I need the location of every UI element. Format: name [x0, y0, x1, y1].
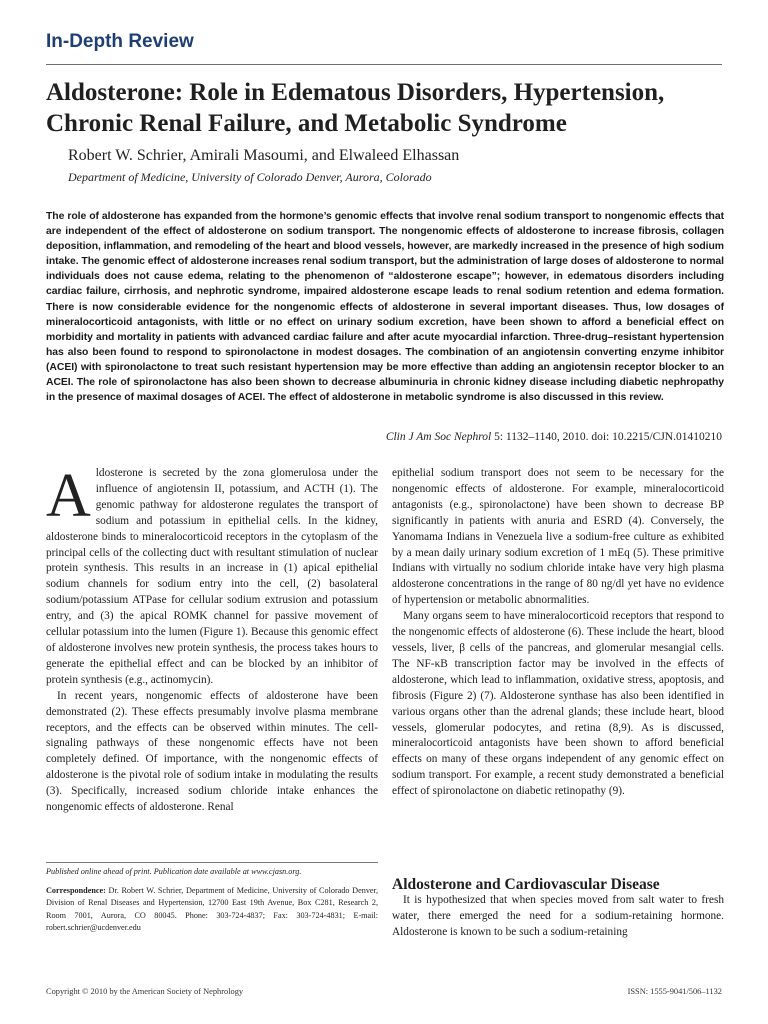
footnote-published-online: Published online ahead of print. Publication date available at www.cjasn.org. [46, 867, 302, 876]
citation-details: 5: 1132–1140, 2010. doi: 10.2215/CJN.01410210 [491, 431, 722, 443]
author-affiliation: Department of Medicine, University of Colorado Denver, Aurora, Colorado [68, 170, 432, 184]
article-title: Aldosterone: Role in Edematous Disorders, Hypertension, Chronic Renal Failure, and Metabolic Syndrome [46, 79, 665, 137]
correspondence-label: Correspondence: [46, 886, 106, 895]
citation [386, 430, 722, 445]
article-authors: Robert W. Schrier, Amirali Masoumi, and Elwaleed Elhassan [68, 147, 460, 164]
footnote-rule [46, 862, 378, 863]
section-label: In-Depth Review [46, 31, 194, 52]
issn: ISSN: 1555-9041/506–1132 [627, 987, 722, 996]
body-right-column-section [392, 893, 724, 941]
copyright: Copyright © 2010 by the American Society of Nephrology [46, 987, 244, 996]
correspondence-text: Dr. Robert W. Schrier, Department of Medicine, University of Colorado Denver, Division of Renal Diseases and Hypertension, 12700 East 19th Avenue, Box C281, Research 2, Room 7001, Aurora, CO 80045. Phone: 303-724-4837; Fax: 303-724-4831; E-mail: robert.schrier@ucdenver.edu [46, 886, 378, 932]
section-heading: Aldosterone and Cardiovascular Disease [392, 876, 660, 893]
body-paragraph [46, 462, 378, 689]
body-paragraph: epithelial sodium transport does not seem to be necessary for the nongenomic effects of aldosterone. For example, mineralocorticoid antagonists (e.g., spironolactone) have been shown to decrease BP significantly in patients with anuria and ESRD (4). Conversely, the Yanomama Indians in Venezuela live a sodium-free culture as exhibited by a mean daily urinary sodium excretion of 1 mEq (5). These primitive Indians with virtually no sodium chloride intake have very high plasma aldosterone concentrations in the range of 80 ng/dl yet have no evidence of hypertension or metabolic abnormalities. [392, 467, 724, 607]
abstract: The role of aldosterone has expanded from the hormone’s genomic effects that involve renal sodium transport to nongenomic effects that are independent of the effect of aldosterone on sodium transport. The nongenomic effects of aldosterone to increase fibrosis, collagen deposition, inflammation, and remodeling of the heart and blood vessels, however, are markedly increased in the presence of high sodium intake. The genomic effect of aldosterone increases renal sodium transport, but the administration of large doses of aldosterone to normal individuals does not cause edema, relating to the phenomenon of “aldosterone escape”; however, in edematous disorders including cardiac failure, cirrhosis, and nephrotic syndrome, impaired aldosterone escape leads to renal sodium retention and edema formation. There is now considerable evidence for the nongenomic effects of aldosterone in several important diseases. Thus, low dosages of mineralocorticoid antagonists, with little or no effect on urinary sodium excretion, have been shown to afford a beneficial effect on morbidity and mortality in patients with advanced cardiac failure and after acute myocardial infarction. Three-drug–resistant hypertension has also been found to respond to spironolactone in modest dosages. The combination of an angiotensin converting enzyme inhibitor (ACEI) with spironolactone to treat such resistant hypertension may be more effective than adding an angiotensin receptor blocker to an ACEI. The role of spironolactone has also been shown to decrease albuminuria in chronic kidney disease including diabetic nephropathy in the presence of maximal dosages of ACEI. The effect of aldosterone in metabolic syndrome is also discussed in this review. [46, 211, 724, 404]
body-paragraph: Many organs seem to have mineralocorticoid receptors that respond to the nongenomic effects of aldosterone (6). These include the heart, blood vessels, liver, β cells of the pancreas, and glomerular mesangial cells. The NF-κB transcription factor may be involved in the effects of aldosterone, which lead to inflammation, oxidative stress, apoptosis, and fibrosis (Figure 2) (7). Aldosterone synthase has also been identified in various organs other than the adrenal glands; these include heart, blood vessels, glomerular podocytes, and retina (8,9). As is discussed, mineralocorticoid antagonists have been shown to afford beneficial effects on many of these organs independent of any genomic effect on sodium transport. For example, a recent study demonstrated a beneficial effect of spironolactone on diabetic retinopathy (9). [392, 610, 724, 798]
drop-cap: A [46, 462, 91, 530]
header-rule [46, 64, 722, 65]
body-paragraph: It is hypothesized that when species moved from salt water to fresh water, there emerged the need for a sodium-retaining hormone. Aldosterone is known to be such a sodium-retaining [392, 894, 724, 938]
body-left-column [46, 462, 378, 816]
body-paragraph: In recent years, nongenomic effects of aldosterone have been demonstrated (2). These effects presumably involve plasma membrane receptors, and the effects can be observed within minutes. The cell-signaling pathways of these nongenomic effects have not been completely defined. Of importance, with the nongenomic effects of aldosterone is the pivotal role of sodium intake in modulating the results (3). Specifically, increased sodium chloride intake enhances the nongenomic effects of aldosterone. Renal [46, 689, 378, 814]
paragraph-text: ldosterone is secreted by the zona glomerulosa under the influence of angiotensin II, potassium, and ACTH (1). The genomic pathway for aldosterone regulates the transport of sodium and potassium in epithelial cells. In the kidney, aldosterone binds to mineralocorticoid receptors in the cytoplasm of the principal cells of the collecting duct with resultant stimulation of nuclear protein synthesis. This results in an increase in (1) apical epithelial sodium channels for sodium entry into the cell, (2) basolateral sodium/potassium ATPase for cellular sodium extrusion and potassium entry, and (3) the apical ROMK channel for passive movement of cellular potassium into the lumen (Figure 1). Because this genomic effect of aldosterone involves new protein synthesis, the process takes hours to generate the epithelial effect and can be blocked by an inhibitor of protein synthesis (e.g., actinomycin). [46, 467, 378, 686]
body-right-column [392, 466, 724, 800]
citation-journal: Clin J Am Soc Nephrol [385, 431, 492, 443]
footnote-correspondence [46, 885, 378, 934]
